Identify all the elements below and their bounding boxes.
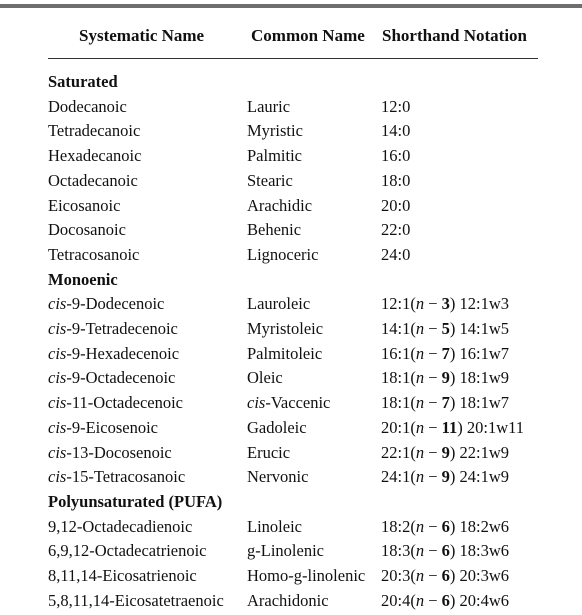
systematic-name-cell [48, 418, 158, 438]
table-row [48, 294, 578, 318]
common-name: Lignoceric [247, 244, 319, 264]
section-title: Saturated [48, 72, 118, 91]
common-name-cell [247, 171, 293, 191]
common-name-cell [247, 220, 301, 240]
systematic-name-cell [48, 393, 183, 413]
common-name-cell [247, 368, 283, 388]
common-name: Arachidic [247, 195, 313, 215]
common-name: Nervonic [247, 467, 309, 487]
cis-prefix: cis [48, 343, 67, 363]
systematic-name: -9-Eicosenoic [66, 417, 158, 437]
systematic-name-cell [48, 196, 120, 216]
systematic-name: Eicosanoic [48, 195, 121, 215]
table-row [48, 393, 578, 417]
shorthand-notation: 22:1(n − 9) 22:1w9 [381, 442, 510, 462]
table-row [48, 319, 578, 343]
table-row [48, 196, 578, 220]
common-name: Palmitoleic [247, 343, 323, 363]
cis-prefix: cis [48, 294, 67, 314]
common-name: Palmitic [247, 146, 302, 166]
common-name-cell [247, 541, 324, 561]
systematic-name-cell [48, 171, 138, 191]
cis-prefix: cis [48, 417, 67, 437]
table-row [48, 443, 578, 467]
header-systematic-name: Systematic Name [79, 26, 205, 45]
systematic-name-cell [48, 566, 197, 586]
systematic-name: Dodecanoic [48, 96, 127, 116]
common-name-cell [247, 319, 323, 339]
cis-prefix: cis [48, 442, 67, 462]
common-name: Erucic [247, 442, 291, 462]
common-name-cell [247, 566, 365, 586]
common-name: Arachidonic [247, 590, 329, 610]
table-header [48, 26, 538, 50]
common-name-cell [247, 294, 310, 314]
systematic-name-cell [48, 541, 207, 561]
shorthand-notation: 20:4(n − 6) 20:4w6 [381, 590, 510, 610]
common-name-cell [247, 517, 302, 537]
common-name-cell [247, 121, 303, 141]
systematic-name: Tetracosanoic [48, 244, 140, 264]
shorthand-notation: 20:1(n − 11) 20:1w11 [381, 417, 525, 437]
systematic-name: 9,12-Octadecadienoic [48, 516, 193, 536]
cis-prefix: cis [48, 467, 67, 487]
common-name-cell [247, 393, 330, 413]
section-heading [48, 492, 578, 516]
common-name: Myristic [247, 121, 303, 141]
systematic-name-cell [48, 97, 127, 117]
systematic-name-cell [48, 220, 126, 240]
shorthand-notation: 20:3(n − 6) 20:3w6 [381, 566, 510, 585]
table-row [48, 591, 578, 615]
section-title: Monoenic [48, 269, 118, 289]
table-row [48, 517, 578, 541]
systematic-name: Tetradecanoic [48, 121, 141, 141]
common-name: Myristoleic [247, 319, 324, 338]
common-name-cell [247, 418, 307, 438]
systematic-name-cell [48, 319, 178, 339]
systematic-name-cell [48, 121, 140, 141]
table-row [48, 146, 578, 170]
table-row [48, 344, 578, 368]
systematic-name: -15-Tetracosanoic [66, 467, 186, 487]
common-name-cell [247, 344, 322, 364]
cis-prefix: cis [48, 393, 67, 413]
common-name-cell [247, 245, 318, 265]
shorthand-notation: 18:0 [381, 170, 411, 190]
shorthand-notation: 14:1(n − 5) 14:1w5 [381, 319, 510, 338]
systematic-name: 8,11,14-Eicosatrienoic [48, 566, 197, 585]
section-title: Polyunsaturated (PUFA) [48, 491, 223, 511]
systematic-name-cell [48, 443, 172, 463]
common-name: Oleic [247, 368, 283, 388]
systematic-name-cell [48, 245, 139, 265]
cis-prefix: cis [48, 319, 67, 338]
common-name: Lauroleic [247, 294, 311, 314]
common-name: Gadoleic [247, 417, 307, 437]
systematic-name: -9-Tetradecenoic [66, 319, 178, 338]
shorthand-notation: 18:1(n − 9) 18:1w9 [381, 368, 510, 388]
table-row [48, 418, 578, 442]
common-name: Behenic [247, 220, 302, 240]
systematic-name-cell [48, 368, 175, 388]
section-heading [48, 270, 578, 294]
common-name-cell [247, 443, 290, 463]
shorthand-notation: 12:1(n − 3) 12:1w3 [381, 294, 510, 314]
systematic-name: 5,8,11,14-Eicosatetraenoic [48, 590, 224, 610]
table-row [48, 541, 578, 565]
common-name: g-Linolenic [247, 541, 324, 561]
shorthand-notation: 16:0 [381, 146, 411, 166]
table-row [48, 171, 578, 195]
cis-prefix: cis [48, 368, 67, 388]
table-row [48, 97, 578, 121]
common-name-cell [247, 467, 308, 487]
top-rule [0, 4, 582, 8]
shorthand-notation: 24:1(n − 9) 24:1w9 [381, 467, 510, 487]
header-shorthand-notation: Shorthand Notation [382, 26, 528, 45]
systematic-name-cell [48, 344, 179, 364]
systematic-name-cell [48, 517, 192, 537]
systematic-name: -13-Docosenoic [66, 442, 172, 462]
table-row [48, 121, 578, 145]
shorthand-notation: 12:0 [381, 96, 411, 116]
common-name-cell [247, 196, 312, 216]
systematic-name: -9-Hexadecenoic [66, 343, 180, 363]
systematic-name-cell [48, 591, 224, 611]
section-heading [48, 72, 578, 96]
table-row [48, 467, 578, 491]
shorthand-notation: 18:1(n − 7) 18:1w7 [381, 393, 510, 413]
header-rule [48, 58, 538, 59]
systematic-name: -9-Octadecenoic [66, 368, 176, 388]
table-row [48, 245, 578, 269]
systematic-name-cell [48, 467, 185, 487]
systematic-name: Octadecanoic [48, 170, 138, 190]
shorthand-notation: 20:0 [381, 195, 411, 215]
table-row [48, 566, 578, 590]
common-name: Homo-g-linolenic [247, 566, 366, 585]
table-row [48, 220, 578, 244]
common-name: -Vaccenic [265, 393, 331, 413]
systematic-name: 6,9,12-Octadecatrienoic [48, 541, 207, 561]
common-name-cell [247, 591, 329, 611]
common-name-cell [247, 97, 290, 117]
common-name: Stearic [247, 170, 293, 190]
shorthand-notation: 18:3(n − 6) 18:3w6 [381, 541, 510, 561]
shorthand-notation: 18:2(n − 6) 18:2w6 [381, 516, 510, 536]
systematic-name: -9-Dodecenoic [66, 294, 165, 314]
common-name: Linoleic [247, 516, 302, 536]
common-name: Lauric [247, 96, 291, 116]
table-row [48, 368, 578, 392]
systematic-name-cell [48, 146, 141, 166]
common-cis-prefix: cis [247, 393, 266, 413]
shorthand-notation: 14:0 [381, 121, 411, 141]
shorthand-notation: 22:0 [381, 220, 411, 240]
systematic-name: Docosanoic [48, 220, 126, 240]
header-common-name: Common Name [251, 26, 365, 45]
systematic-name: Hexadecanoic [48, 146, 142, 166]
shorthand-notation: 24:0 [381, 244, 411, 264]
systematic-name: -11-Octadecenoic [66, 393, 183, 413]
common-name-cell [247, 146, 302, 166]
shorthand-notation: 16:1(n − 7) 16:1w7 [381, 343, 510, 363]
systematic-name-cell [48, 294, 164, 314]
